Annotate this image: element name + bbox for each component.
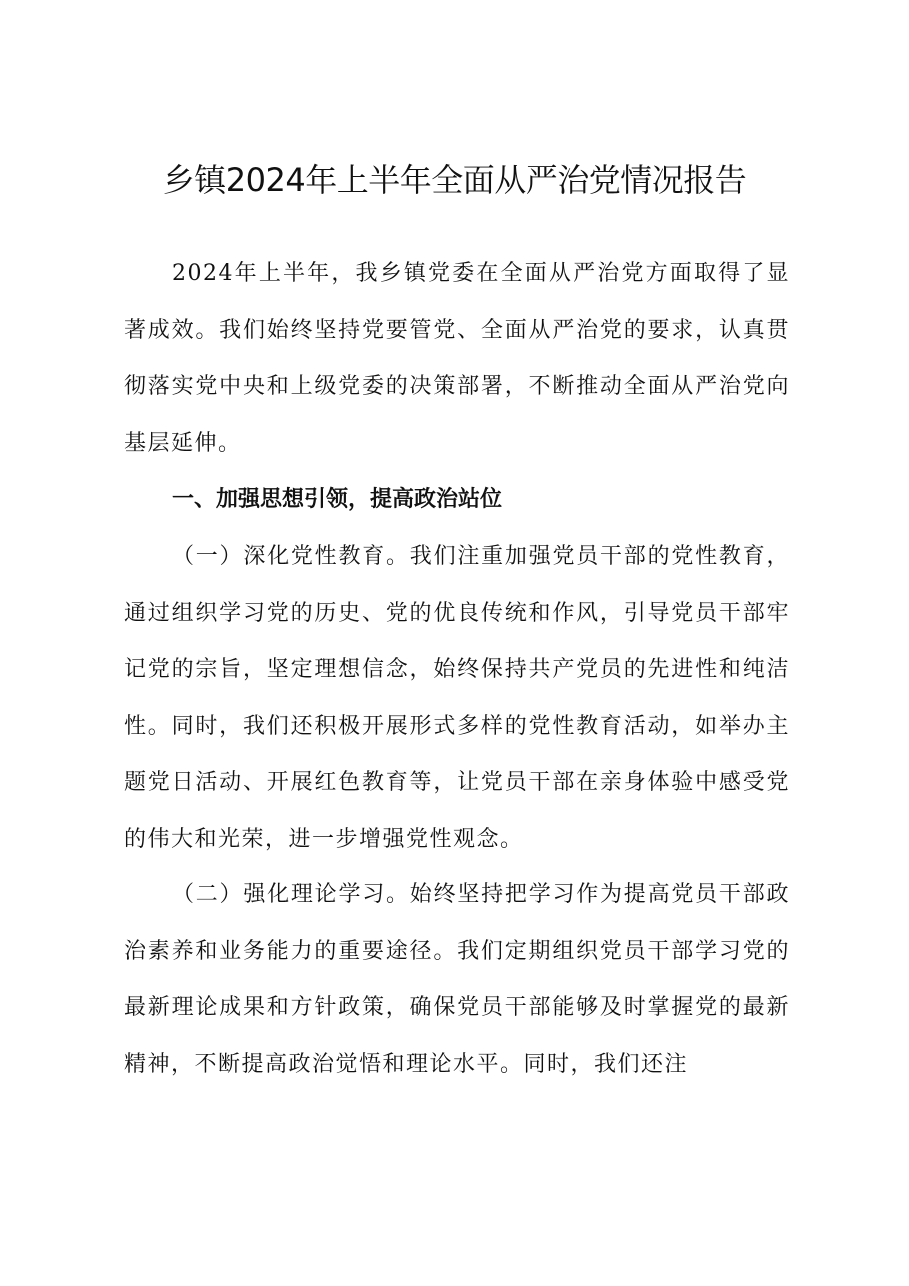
section-heading: 一、加强思想引领，提高政治站位 xyxy=(172,487,503,512)
intro-paragraph: 2024年上半年，我乡镇党委在全面从严治党方面取得了显著成效。我们始终坚持党要管党、全面从严治党的要求，认真贯彻落实党中央和上级党委的决策部署，不断推动全面从严治党向基层延伸。 xyxy=(124,261,790,456)
document-title: 乡镇2024年上半年全面从严治党情况报告 xyxy=(162,161,747,199)
body-paragraph: （一）深化党性教育。我们注重加强党员干部的党性教育，通过组织学习党的历史、党的优良传统和作风，引导党员干部牢记党的宗旨，坚定理想信念，始终保持共产党员的先进性和纯洁性。同时，我们还积极开展形式多样的党性教育活动，如举办主题党日活动、开展红色教育等，让党员干部在亲身体验中感受党的伟大和光荣，进一步增强党性观念。 xyxy=(124,544,790,852)
body-paragraph: （二）强化理论学习。始终坚持把学习作为提高党员干部政治素养和业务能力的重要途径。我们定期组织党员干部学习党的最新理论成果和方针政策，确保党员干部能够及时掌握党的最新精神，不断提高政治觉悟和理论水平。同时，我们还注 xyxy=(124,882,790,1077)
